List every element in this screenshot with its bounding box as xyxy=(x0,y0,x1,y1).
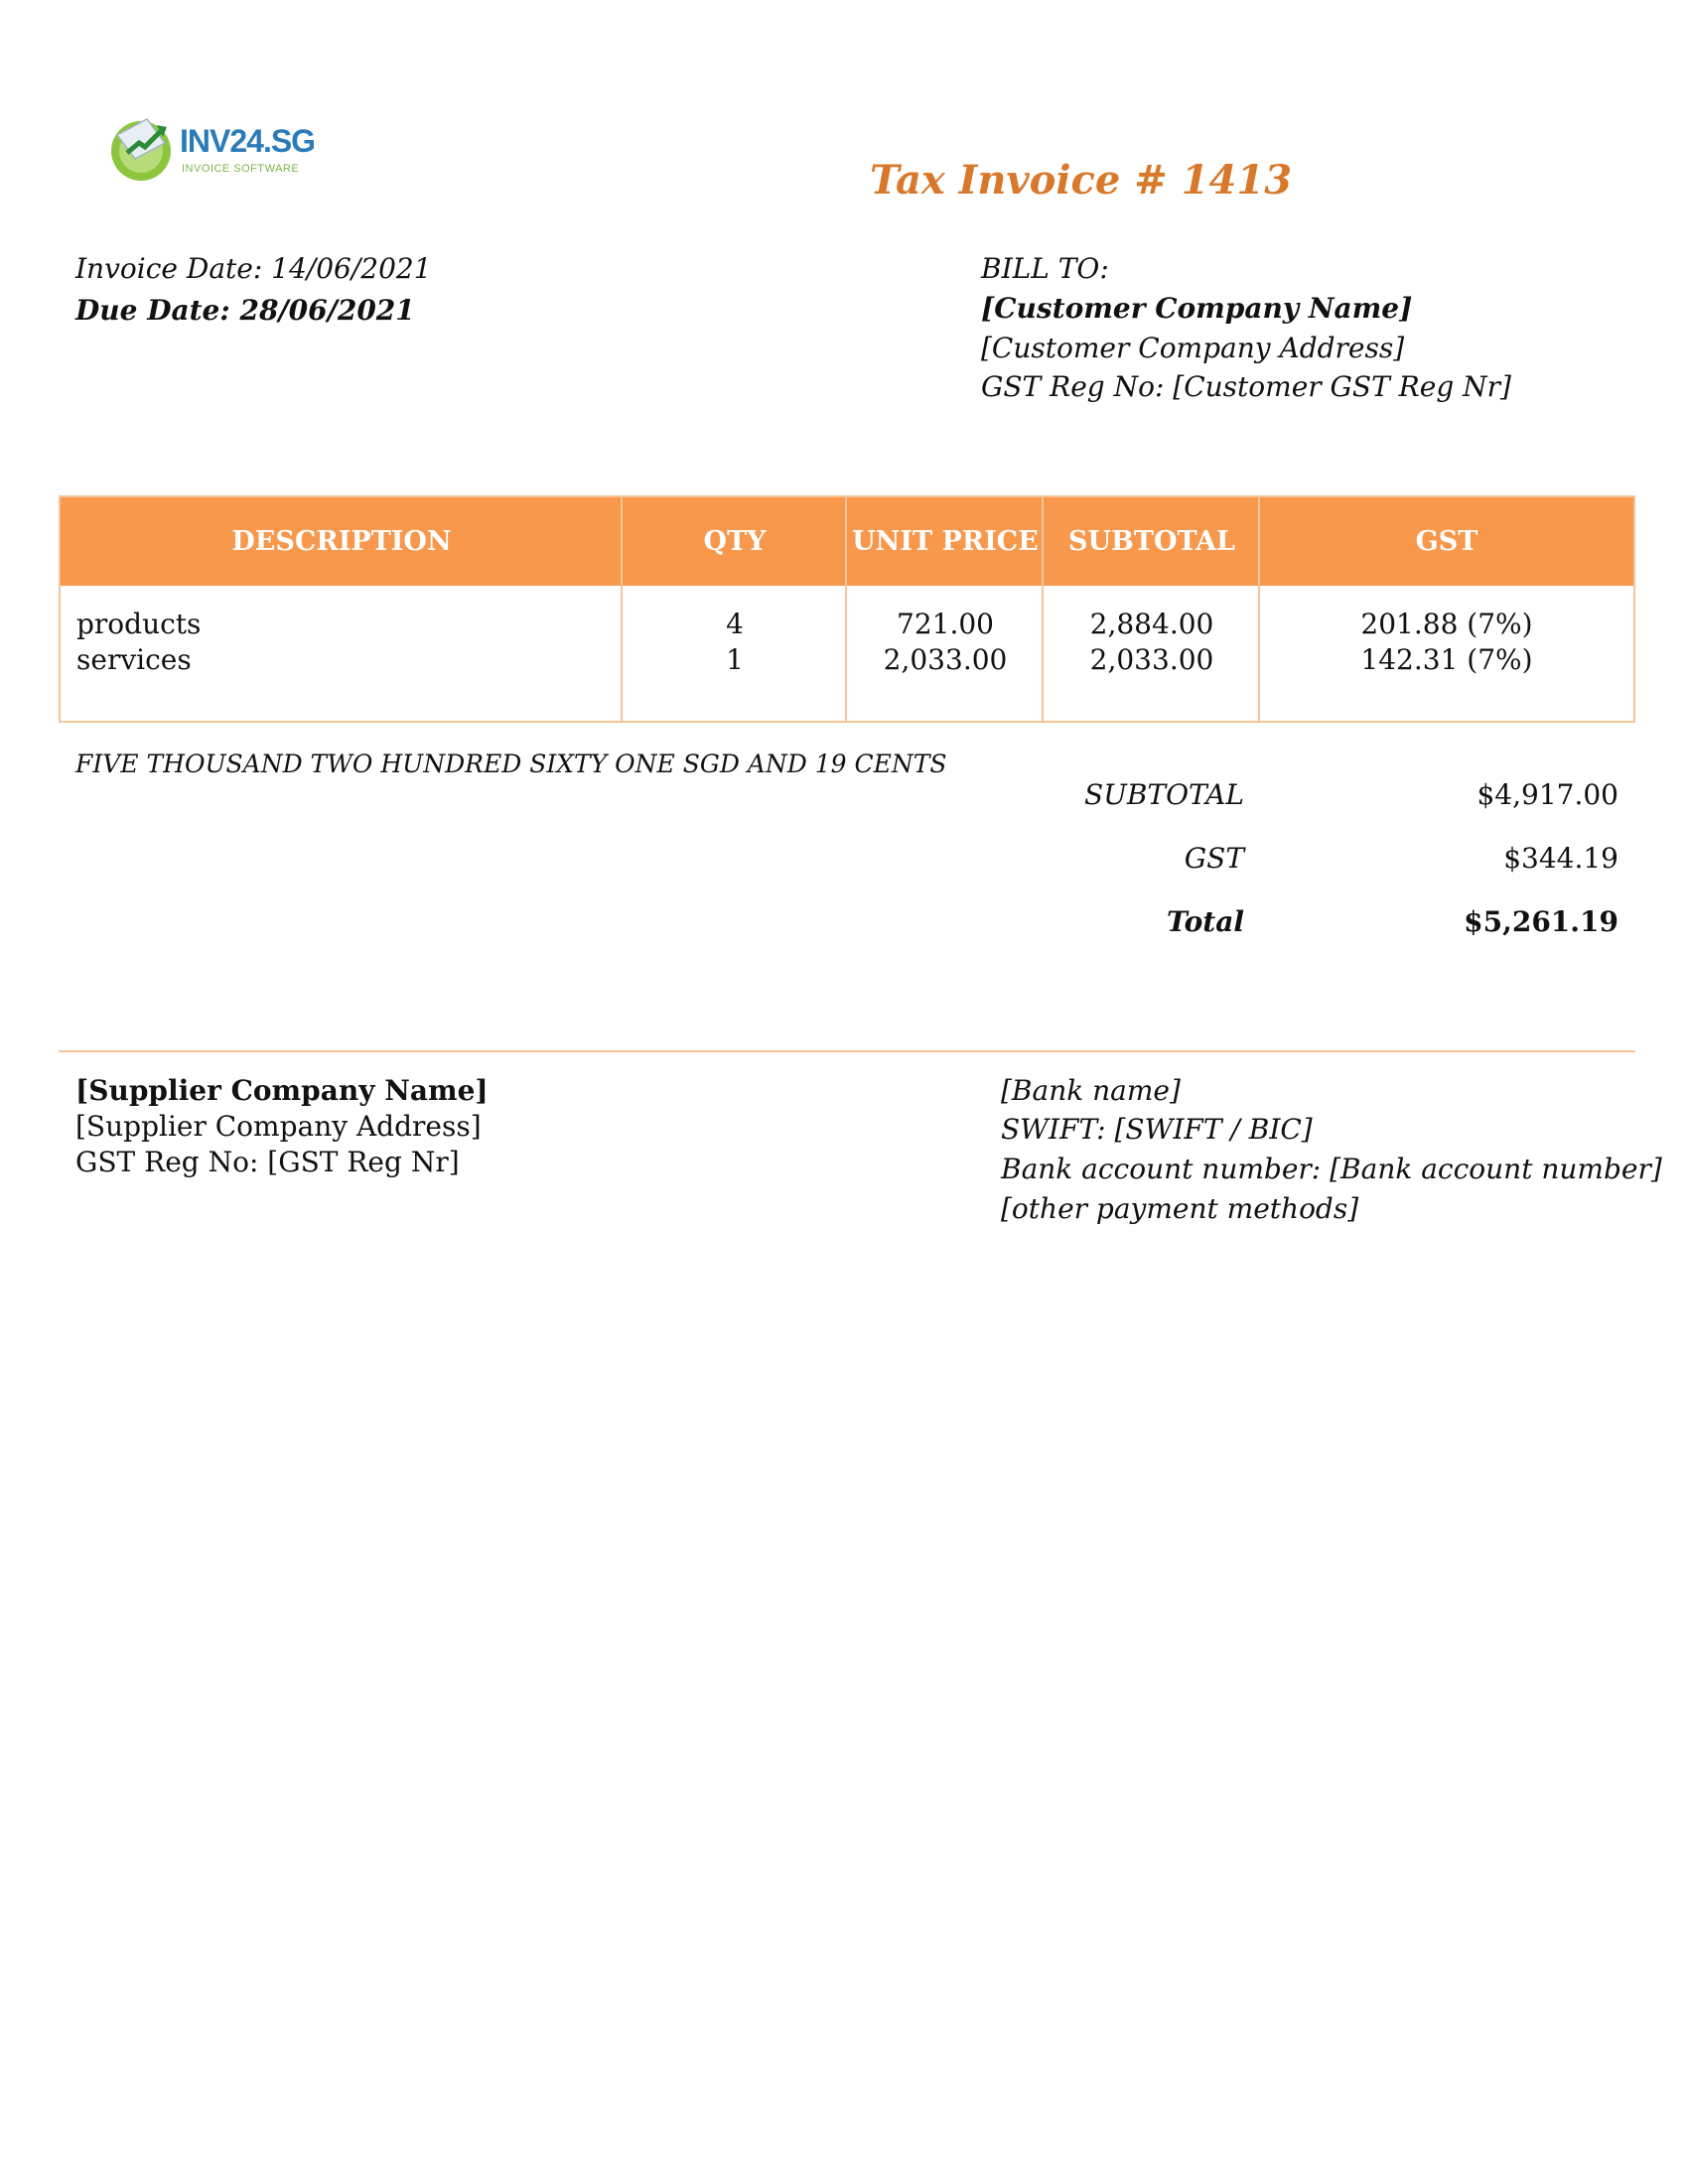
gst-label: GST xyxy=(1184,842,1244,875)
customer-gst: GST Reg No: [Customer GST Reg Nr] xyxy=(981,370,1511,403)
total-label: Total xyxy=(1166,905,1244,938)
company-logo xyxy=(107,113,316,183)
row-subtotal: 2,884.00 xyxy=(1089,608,1214,640)
row-qty: 1 xyxy=(726,643,744,676)
customer-address: [Customer Company Address] xyxy=(981,332,1405,364)
bank-name: [Bank name] xyxy=(1001,1074,1181,1107)
footer-divider xyxy=(59,1050,1635,1052)
logo-text: INV24.SG xyxy=(180,123,316,159)
supplier-gst: GST Reg No: [GST Reg Nr] xyxy=(75,1146,460,1178)
header-description: DESCRIPTION xyxy=(231,526,452,557)
line-items-table xyxy=(59,495,1635,723)
gst-value: $344.19 xyxy=(1503,842,1618,875)
logo-subtext: INVOICE SOFTWARE xyxy=(182,163,300,175)
row-unit-price: 2,033.00 xyxy=(883,643,1008,676)
header-unit-price: UNIT PRICE xyxy=(852,526,1039,557)
bank-swift: SWIFT: [SWIFT / BIC] xyxy=(1001,1113,1313,1146)
invoice-title: Tax Invoice # 1413 xyxy=(870,157,1293,204)
header-qty: QTY xyxy=(703,526,767,557)
due-date: Due Date: 28/06/2021 xyxy=(75,294,415,327)
row-subtotal: 2,033.00 xyxy=(1089,643,1214,676)
invoice-date: Invoice Date: 14/06/2021 xyxy=(75,252,432,285)
row-gst: 201.88 (7%) xyxy=(1360,608,1533,640)
supplier-name: [Supplier Company Name] xyxy=(75,1074,489,1107)
header-gst: GST xyxy=(1415,526,1478,557)
row-unit-price: 721.00 xyxy=(897,608,994,640)
customer-name: [Customer Company Name] xyxy=(981,292,1413,325)
bank-account: Bank account number: [Bank account number] xyxy=(1001,1153,1662,1185)
subtotal-value: $4,917.00 xyxy=(1477,778,1618,811)
row-description: services xyxy=(76,643,192,676)
amount-in-words: FIVE THOUSAND TWO HUNDRED SIXTY ONE SGD AND 19 CENTS xyxy=(75,750,947,778)
table-header xyxy=(61,497,1633,586)
subtotal-label: SUBTOTAL xyxy=(1084,778,1244,811)
bill-to-label: BILL TO: xyxy=(981,252,1109,285)
supplier-address: [Supplier Company Address] xyxy=(75,1110,482,1143)
row-qty: 4 xyxy=(726,608,744,640)
logo-icon xyxy=(107,113,177,183)
other-payment-methods: [other payment methods] xyxy=(1001,1192,1359,1225)
total-value: $5,261.19 xyxy=(1464,905,1618,938)
row-description: products xyxy=(76,608,202,640)
header-subtotal: SUBTOTAL xyxy=(1067,526,1236,557)
row-gst: 142.31 (7%) xyxy=(1360,643,1533,676)
